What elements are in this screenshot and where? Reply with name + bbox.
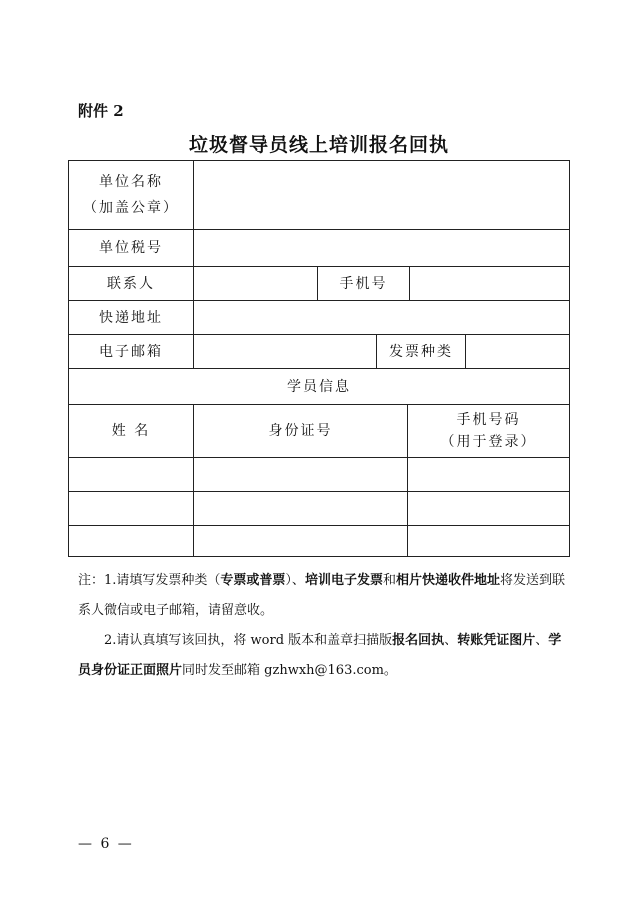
mobile-label: 手机号 (339, 275, 388, 292)
mobile-field[interactable] (410, 267, 569, 300)
student-phone-cell[interactable] (408, 458, 569, 491)
col-header-name: 姓 名 (111, 423, 151, 439)
student-name-cell[interactable] (69, 458, 193, 491)
note-1-sep: ）、 (285, 573, 305, 588)
note-2 (78, 626, 568, 686)
email-field[interactable] (194, 335, 376, 368)
note-1-prefix: 注：1.请填写发票种类（ (78, 573, 221, 588)
col-header-phone-text: 手机号码 (456, 412, 521, 428)
student-name-cell[interactable] (69, 492, 193, 525)
registration-form-table (68, 160, 570, 557)
student-id-cell[interactable] (194, 526, 407, 557)
note-2-sep: 、 (535, 633, 549, 648)
student-name-cell[interactable] (69, 526, 193, 557)
note-2-sep: 、 (444, 633, 458, 648)
page-number: — 6 — (78, 836, 134, 852)
col-header-phone-note: （用于登录） (440, 434, 537, 450)
unit-name-field[interactable] (194, 161, 569, 229)
note-1-suffix: 将发送到联系人微信或电子邮箱，请留意收。 (78, 573, 565, 618)
note-2-bold-transfer: 转账凭证图片 (457, 633, 536, 648)
tax-id-field[interactable] (194, 230, 569, 266)
unit-name-text: 单位名称 (99, 174, 163, 190)
contact-label: 联系人 (107, 275, 155, 292)
notes-section (78, 566, 568, 686)
note-2-prefix: 2.请认真填写该回执，将 word 版本和盖章扫描版 (104, 633, 393, 648)
form-title: 垃圾督导员线上培训报名回执 (188, 134, 449, 156)
note-1-and: 和 (382, 573, 396, 588)
invoice-type-field[interactable] (466, 335, 569, 368)
attachment-label: 附件 2 (78, 102, 124, 120)
note-1-bold-e-invoice: 培训电子发票 (304, 573, 383, 588)
address-label: 快递地址 (99, 309, 163, 326)
note-1-bold-address: 相片快递收件地址 (395, 573, 500, 588)
note-2-suffix: 同时发至邮箱 gzhwxh@163.com。 (182, 663, 397, 678)
invoice-type-label: 发票种类 (389, 343, 453, 360)
student-phone-cell[interactable] (408, 526, 569, 557)
address-field[interactable] (194, 301, 569, 334)
student-phone-cell[interactable] (408, 492, 569, 525)
student-id-cell[interactable] (194, 492, 407, 525)
note-1-bold-invoice-type: 专票或普票 (220, 573, 286, 588)
student-info-heading: 学员信息 (287, 378, 351, 395)
col-header-phone (408, 405, 569, 457)
note-1 (78, 566, 568, 626)
tax-id-label: 单位税号 (99, 240, 163, 256)
contact-field[interactable] (194, 267, 317, 300)
official-seal-note: （加盖公章） (83, 200, 179, 216)
note-2-bold-id-photo: 学员身份证正面照片 (78, 633, 562, 678)
col-header-id: 身份证号 (268, 423, 333, 439)
note-2-bold-receipt: 报名回执 (392, 633, 445, 648)
student-id-cell[interactable] (194, 458, 407, 491)
unit-name-label (69, 161, 193, 229)
email-label: 电子邮箱 (99, 343, 163, 360)
